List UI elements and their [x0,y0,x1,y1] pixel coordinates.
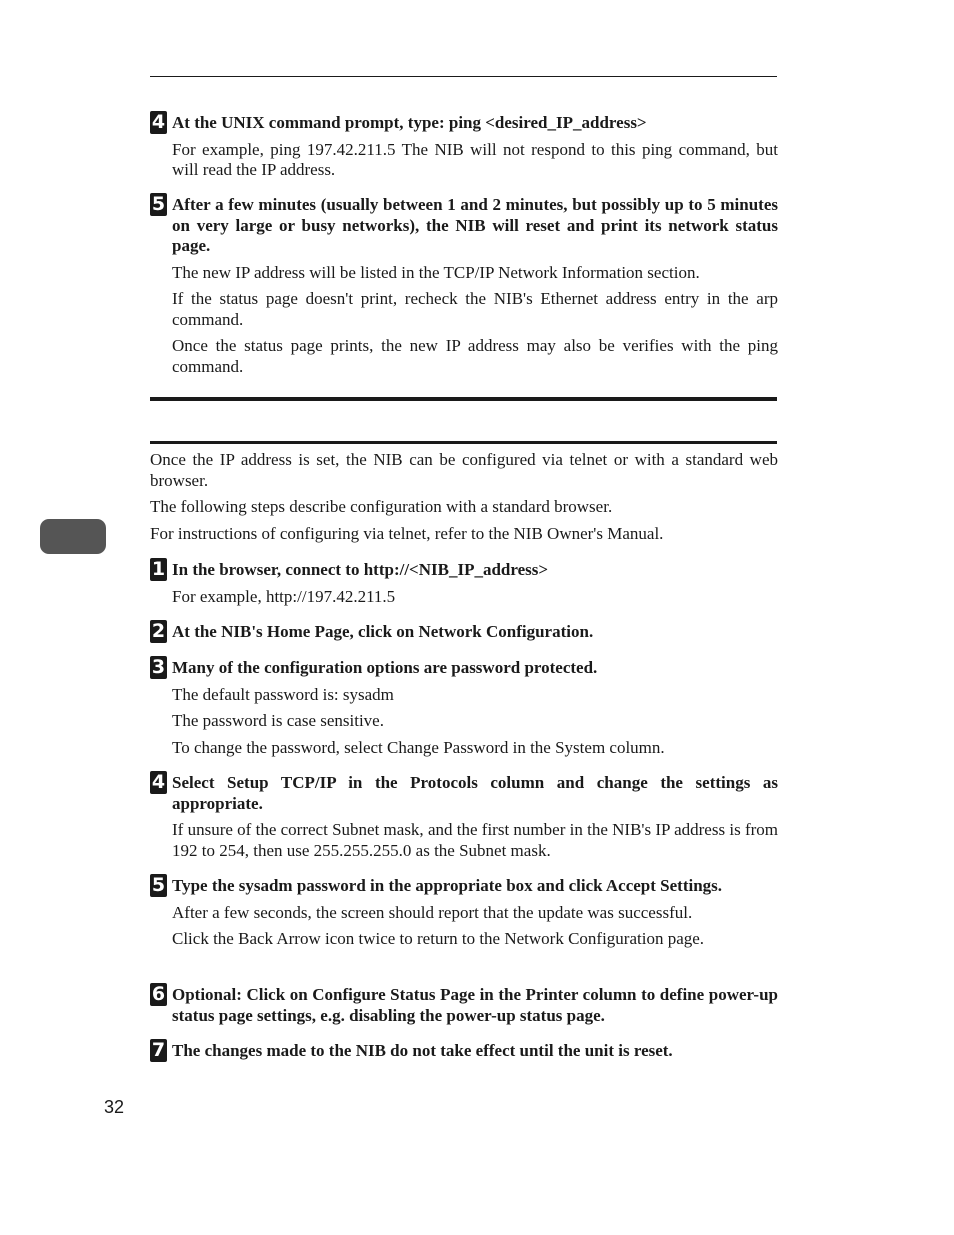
step-heading: Many of the configuration options are password protected. [172,658,598,677]
step-number-badge: 5 [151,874,166,896]
step-heading: In the browser, connect to http://<NIB_IP_address> [172,560,549,579]
step-paragraph: The new IP address will be listed in the TCP/IP Network Information section. [172,262,700,282]
section-heading-rule [150,441,777,444]
step-number-badge: 4 [151,771,166,793]
chapter-tab [40,519,106,554]
step-number-badge: 5 [151,193,166,215]
step-paragraph: The default password is: sysadm [172,684,394,704]
step-paragraph: For example, ping 197.42.211.5 The NIB will not respond to this ping command, but will read the IP address. [172,139,778,179]
step-5-accept [150,876,778,950]
step-paragraph: Click the Back Arrow icon twice to return to the Network Configuration page. [172,929,705,948]
step-number-badge: 3 [151,656,166,678]
step-paragraph: To change the password, select Change Password in the System column. [172,737,665,757]
step-number-badge: 1 [151,558,166,580]
step-paragraph: For example, http://197.42.211.5 [172,586,396,606]
step-heading: The changes made to the NIB do not take effect until the unit is reset. [172,1041,673,1060]
step-number-badge: 4 [151,111,166,133]
header-rule [150,76,777,77]
step-heading: At the NIB's Home Page, click on Network Configuration. [172,622,594,641]
intro-paragraph: The following steps describe configuration with a standard browser. [150,497,613,516]
step-3-password [150,658,778,758]
intro-paragraph: Once the IP address is set, the NIB can be configured via telnet or with a standard web browser. [150,450,778,490]
step-number-badge: 6 [151,983,166,1005]
step-heading: Optional: Click on Configure Status Page in the Printer column to define power-up status page settings, e.g. disabling the power-up status page. [172,985,778,1025]
step-7-reset [150,1041,778,1062]
step-heading: Type the sysadm password in the appropriate box and click Accept Settings. [172,876,723,895]
step-1-connect [150,560,778,607]
step-6-status-page [150,985,778,1026]
step-heading: Select Setup TCP/IP in the Protocols column and change the settings as appropriate. [172,773,778,813]
step-4-ping [150,113,778,181]
intro-paragraph: For instructions of configuring via telnet, refer to the NIB Owner's Manual. [150,524,664,543]
step-paragraph: Once the status page prints, the new IP address may also be verifies with the ping command. [172,336,778,376]
step-paragraph: If the status page doesn't print, recheck the NIB's Ethernet address entry in the arp command. [172,289,778,329]
step-paragraph: After a few seconds, the screen should report that the update was successful. [172,902,693,922]
step-heading: At the UNIX command prompt, type: ping <desired_IP_address> [172,113,647,132]
step-heading: After a few minutes (usually between 1 and 2 minutes, but possibly up to 5 minutes on very large or busy networks), the NIB will reset and print its network status page. [172,195,778,255]
step-number-badge: 2 [151,620,166,642]
step-2-home-page [150,622,778,643]
page-number: 32 [104,1097,125,1117]
step-number-badge: 7 [151,1039,166,1061]
step-paragraph: The password is case sensitive. [172,711,384,730]
section-divider [150,397,777,401]
step-5-reset [150,195,778,377]
step-paragraph: If unsure of the correct Subnet mask, and the first number in the NIB's IP address is from 192 to 254, then use 255.255.255.0 as the Subnet mask. [172,820,778,860]
step-4-tcpip [150,773,778,861]
